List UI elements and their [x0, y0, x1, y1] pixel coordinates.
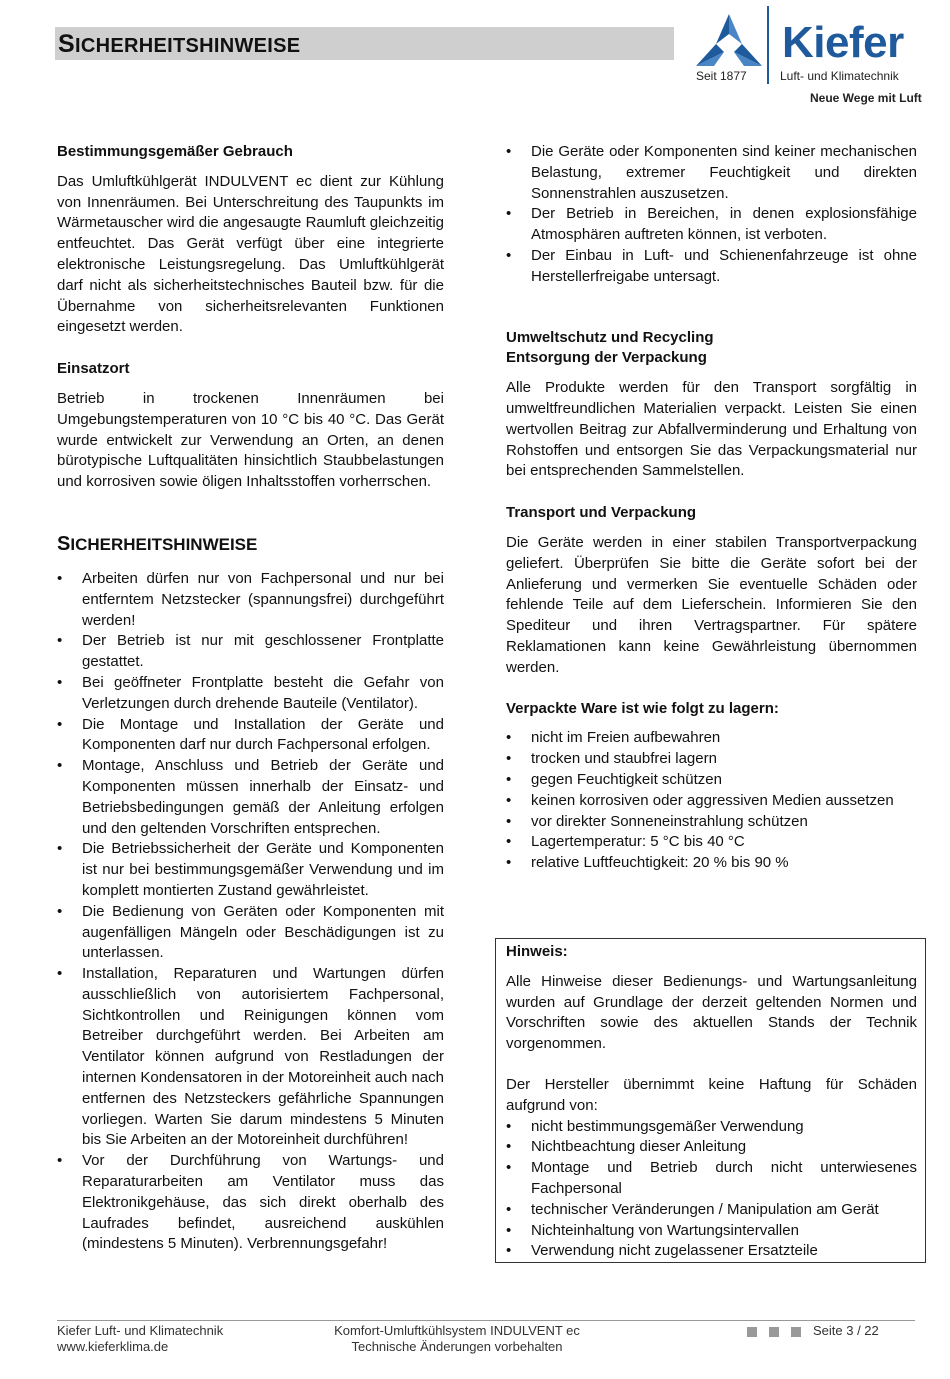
- logo-brand: Kiefer: [782, 18, 904, 67]
- list-item: • relative Luftfeuchtigkeit: 20 % bis 90 %: [506, 853, 917, 874]
- list-item: • nicht im Freien aufbewahren: [506, 728, 917, 749]
- left-column: [57, 142, 444, 1255]
- list-item: • Installation, Reparaturen und Wartungen dürfen ausschließlich von autorisiertem Fachpersonal, Sichtkontrollen und Reinigungen können vom Betreiber durchgeführt werden. Bei Arbeiten am Ventilator können aufgrund von Restladungen der internen Kondensatoren in der Motoreinheit auch nach entfernen des Netzsteckers gefährliche Spannungen vorliegen. Warten Sie darum mindestens 5 Minuten bis Sie Arbeiten an der Motoreinheit durchführen!: [57, 964, 444, 1151]
- list-item: • keinen korrosiven oder aggressiven Medien aussetzen: [506, 791, 917, 812]
- storage-heading: Verpackte Ware ist wie folgt zu lagern:: [506, 699, 779, 717]
- page-number: Seite 3 / 22: [813, 1323, 879, 1338]
- footer-right: [747, 1323, 879, 1339]
- list-item: • Die Betriebssicherheit der Geräte und Komponenten ist nur bei bestimmungsgemäßer Verwendung und im komplett montierten Zustand gewährleistet.: [57, 839, 444, 901]
- kiefer-fan-logo-icon: [694, 14, 764, 66]
- use-heading: Bestimmungsgemäßer Gebrauch: [57, 143, 293, 160]
- liability-text: Der Hersteller übernimmt keine Haftung für Schäden aufgrund von:: [506, 1075, 917, 1114]
- list-item: • Lagertemperatur: 5 °C bis 40 °C: [506, 832, 917, 853]
- page-title: SICHERHEITSHINWEISE: [58, 30, 301, 58]
- footer-disclaimer: Technische Änderungen vorbehalten: [351, 1339, 563, 1354]
- list-item: • trocken und staubfrei lagern: [506, 749, 917, 770]
- logo-subtitle: Luft- und Klimatechnik: [780, 69, 899, 83]
- square-icon: [769, 1327, 779, 1337]
- logo-slogan: Neue Wege mit Luft: [810, 91, 922, 105]
- transport-text: Die Geräte werden in einer stabilen Transportverpackung geliefert. Überprüfen Sie bitte die Geräte sofort bei der Anlieferung und vermerken Sie eventuelle Schäden oder fehlende Teile auf dem Lieferschein. Informieren Sie den Spediteur und ihren Vertragspartner. Für spätere Reklamationen kann keine Gewährleistung übernommen werden.: [506, 533, 917, 676]
- footer-website: www.kieferklima.de: [57, 1339, 169, 1354]
- liability-list: [506, 1117, 917, 1263]
- hint-text: Alle Hinweise dieser Bedienungs- und Wartungsanleitung wurden auf Grundlage der derzeit geltenden Normen und Vorschriften sowie des aktuellen Stands der Technik vorgenommen.: [506, 972, 917, 1053]
- footer-company: Kiefer Luft- und Klimatechnik: [57, 1323, 224, 1338]
- list-item: • Montage und Betrieb durch nicht unterwiesenes Fachpersonal: [506, 1158, 917, 1200]
- logo-since: Seit 1877: [696, 69, 747, 83]
- disposal-heading: Entsorgung der Verpackung: [506, 349, 707, 367]
- list-item: • Die Montage und Installation der Geräte und Komponenten darf nur durch Fachpersonal erfolgen.: [57, 715, 444, 757]
- list-item: • Der Betrieb in Bereichen, in denen explosionsfähige Atmosphären auftreten können, ist verboten.: [506, 204, 917, 246]
- use-text: Das Umluftkühlgerät INDULVENT ec dient zur Kühlung von Innenräumen. Bei Unterschreitung des Taupunkts im Wärmetauscher wird die angesaugte Raumluft gleichzeitig entfeuchtet. Das Gerät verfügt über eine integrierte elektronische Leistungsregelung. Das Umluftkühlgerät darf nicht als sicherheitstechnisches Bauteil bzw. für die Übernahme von sicherheitsrelevanten Funktionen eingesetzt werden.: [57, 172, 444, 336]
- list-item: • Die Bedienung von Geräten oder Komponenten mit augenfälligen Mängeln oder Beschädigungen ist zu unterlassen.: [57, 902, 444, 964]
- list-item: • nicht bestimmungsgemäßer Verwendung: [506, 1117, 917, 1138]
- footer-product: Komfort-Umluftkühlsystem INDULVENT ec: [334, 1323, 580, 1338]
- list-item: • Montage, Anschluss und Betrieb der Geräte und Komponenten müssen innerhalb der Einsatz- und Betriebsbedingungen gemäß der Anleitung erfolgen und den geltenden Vorschriften entsprechen.: [57, 756, 444, 839]
- list-item: • vor direkter Sonneneinstrahlung schützen: [506, 812, 917, 833]
- list-item: • Der Betrieb ist nur mit geschlossener Frontplatte gestattet.: [57, 631, 444, 673]
- footer-left: [57, 1323, 223, 1355]
- list-item: • gegen Feuchtigkeit schützen: [506, 770, 917, 791]
- env-text: Alle Produkte werden für den Transport sorgfältig in umweltfreundlichen Materialien verpackt. Leisten Sie einen wertvollen Beitrag zur Abfallverminderung und Erhaltung von Rohstoffen und entsorgen Sie das Verpackungsmaterial nur bei entsprechenden Sammelstellen.: [506, 379, 917, 480]
- list-item: • Vor der Durchführung von Wartungs- und Reparaturarbeiten am Ventilator muss das Elektronikgehäuse, das sich direkt oberhalb des Laufrades befindet, ausreichend auskühlen (mindestens 5 Minuten). Verbrennungsgefahr!: [57, 1151, 444, 1255]
- footer-center: [322, 1323, 592, 1355]
- hint-box: [495, 938, 926, 1263]
- list-item: • Nichtbeachtung dieser Anleitung: [506, 1137, 917, 1158]
- logo-divider: [767, 6, 769, 84]
- list-item: • Die Geräte oder Komponenten sind keiner mechanischen Belastung, extremer Feuchtigkeit und direkten Sonnenstrahlen auszusetzen.: [506, 142, 917, 204]
- list-item: • Nichteinhaltung von Wartungsintervallen: [506, 1221, 917, 1242]
- list-item: • Bei geöffneter Frontplatte besteht die Gefahr von Verletzungen durch drehende Bauteile (Ventilator).: [57, 673, 444, 715]
- list-item: • technischer Veränderungen / Manipulation am Gerät: [506, 1200, 917, 1221]
- list-item: • Verwendung nicht zugelassener Ersatzteile: [506, 1241, 917, 1262]
- footer-divider: [57, 1320, 915, 1321]
- safety-list-continued: [506, 142, 917, 288]
- safety-section-title: SICHERHEITSHINWEISE: [57, 532, 258, 555]
- kiefer-logo: [694, 4, 924, 108]
- right-column: [506, 142, 917, 874]
- transport-heading: Transport und Verpackung: [506, 504, 697, 522]
- site-heading: Einsatzort: [57, 360, 130, 378]
- env-heading: Umweltschutz und Recycling: [506, 328, 714, 346]
- list-item: • Arbeiten dürfen nur von Fachpersonal und nur bei entferntem Netzstecker (spannungsfrei) durchgeführt werden!: [57, 569, 444, 631]
- square-icon: [791, 1327, 801, 1337]
- square-icon: [747, 1327, 757, 1337]
- list-item: • Der Einbau in Luft- und Schienenfahrzeuge ist ohne Herstellerfreigabe untersagt.: [506, 246, 917, 288]
- site-text: Betrieb in trockenen Innenräumen bei Umgebungstemperaturen von 10 °C bis 40 °C. Das Gerät wurde entwickelt zur Verwendung an Orten, an denen bürotypische Luftqualitäten hinsichtlich Staubbelastungen und korrosiven sowie öligen Inhaltsstoffen vorherrschen.: [57, 389, 444, 491]
- safety-list: [57, 569, 444, 1255]
- hint-heading: Hinweis:: [506, 943, 568, 960]
- storage-list: [506, 728, 917, 874]
